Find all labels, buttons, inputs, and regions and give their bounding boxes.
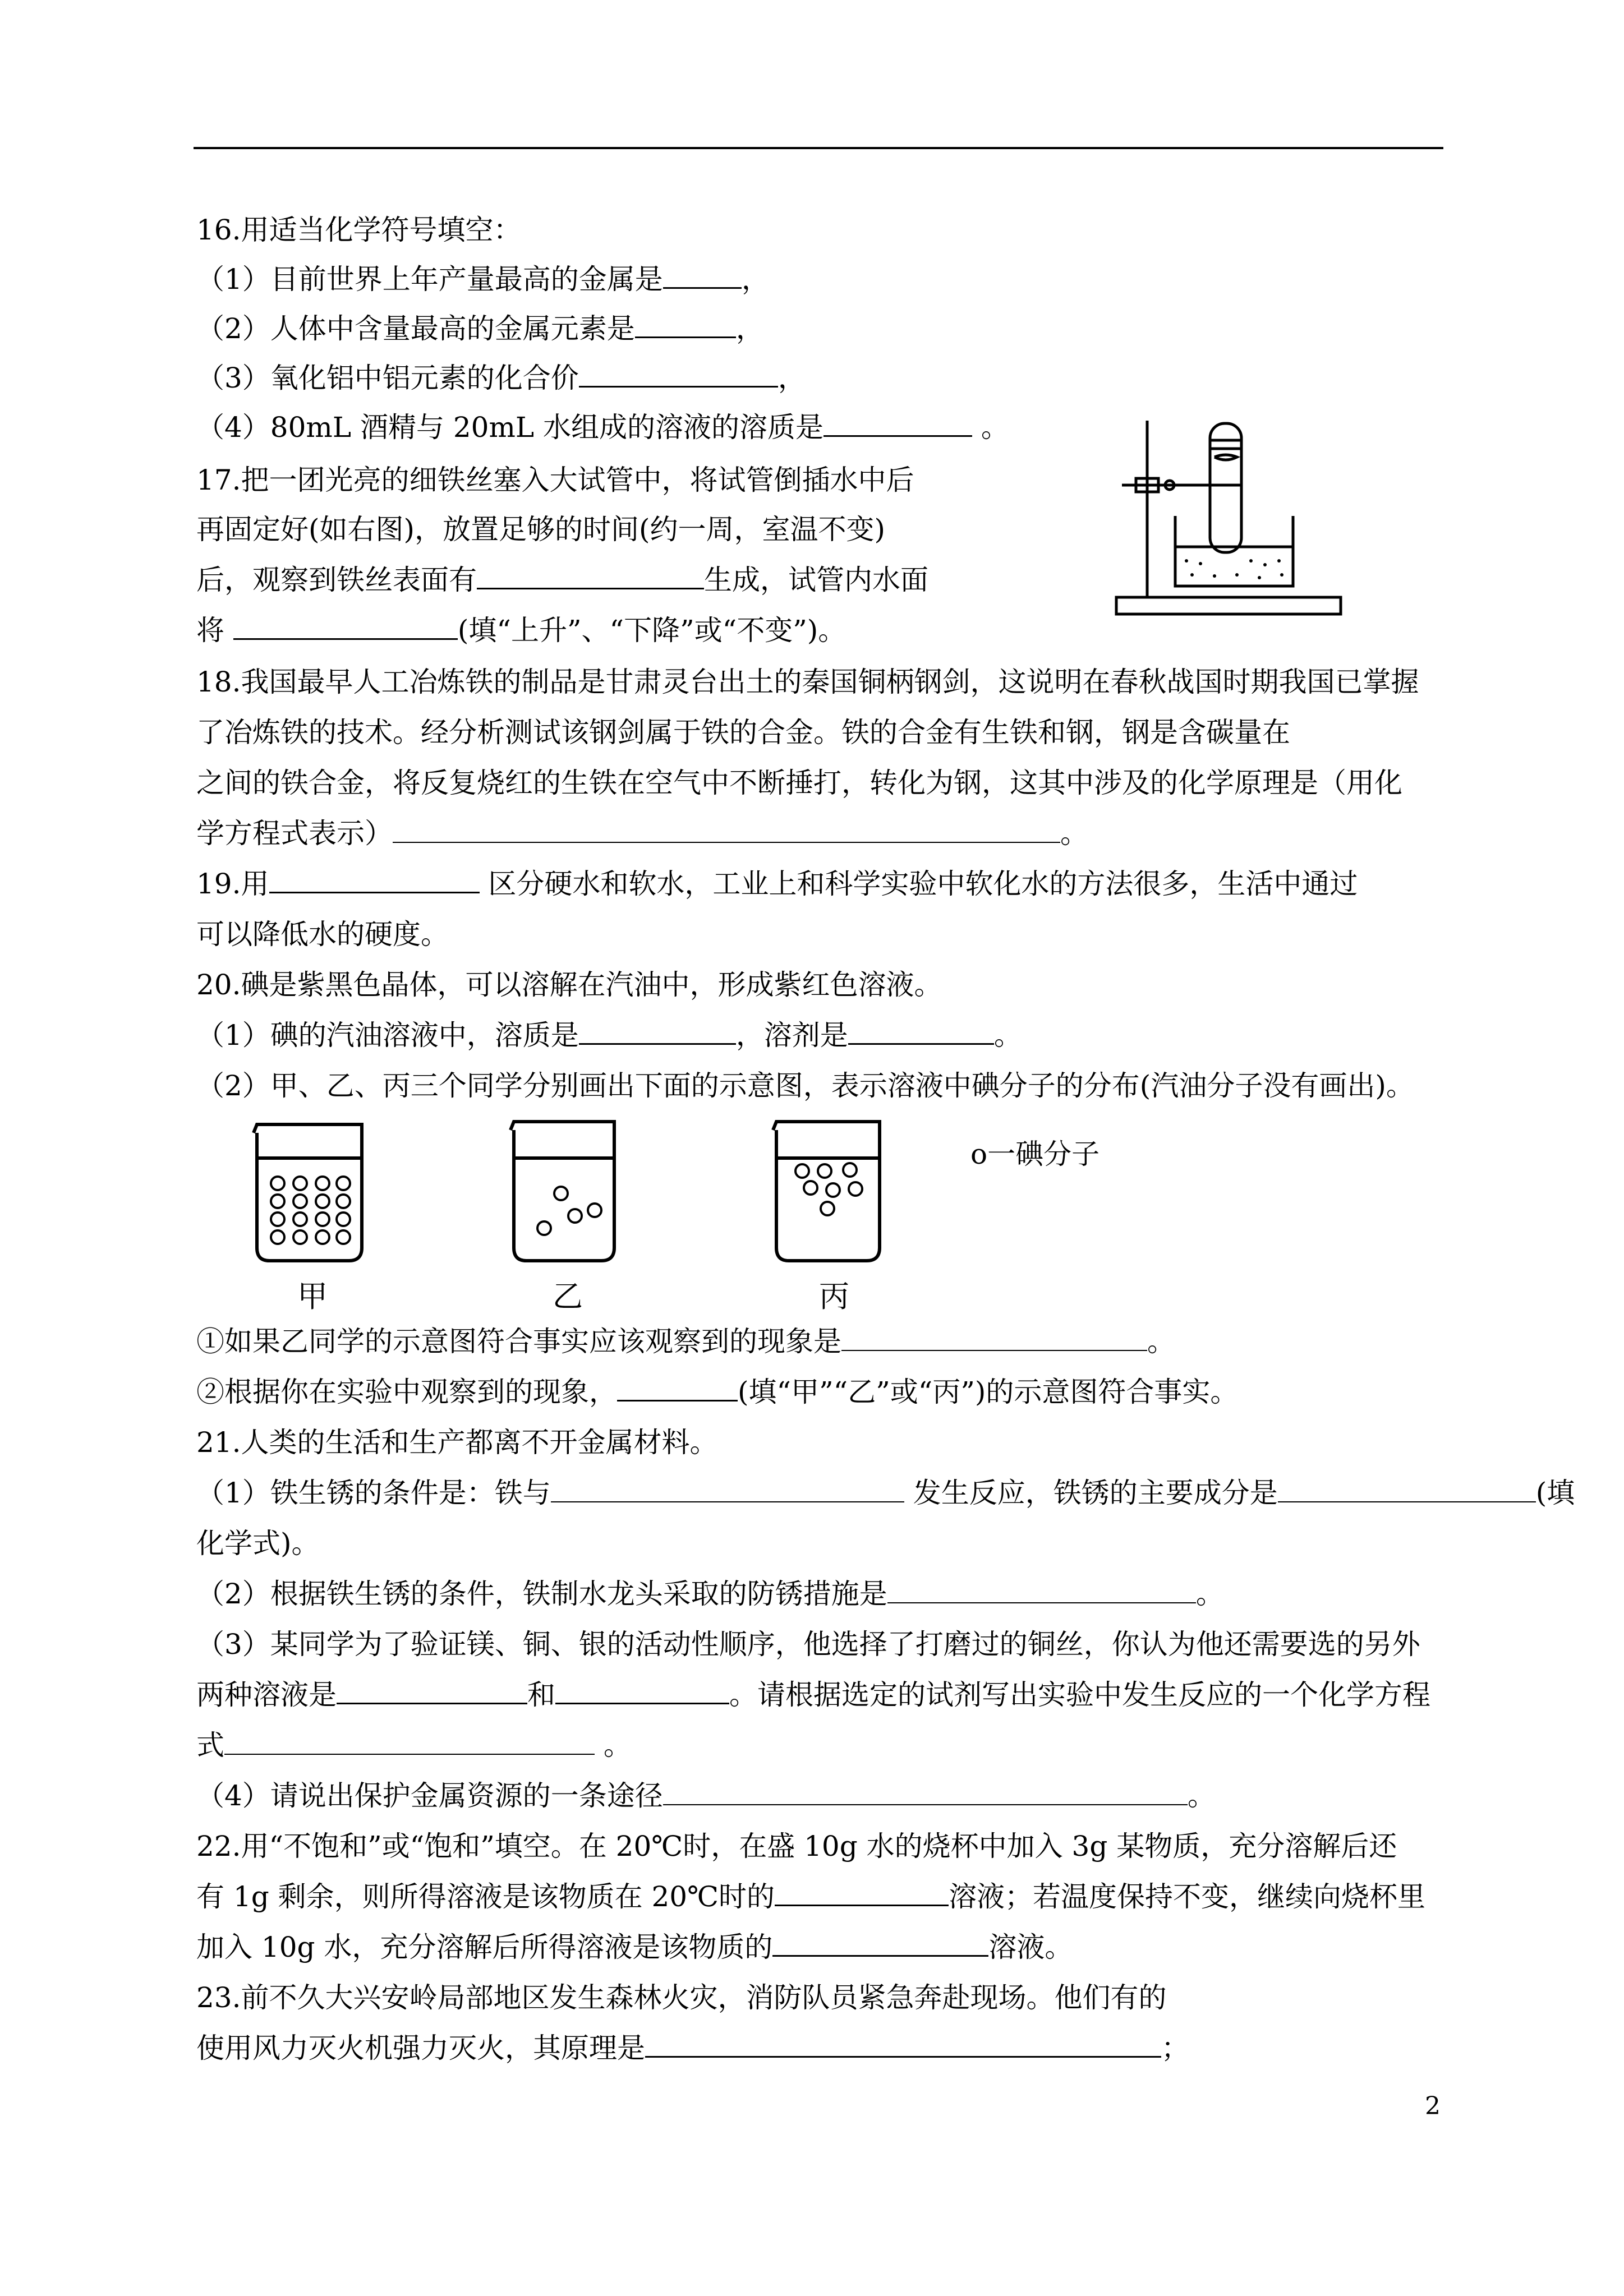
answer-blank[interactable]	[579, 361, 778, 388]
q16-item4: （4）80mL 酒精与 20mL 水组成的溶液的溶质是 。	[196, 411, 1009, 444]
q18-line1: 18.我国最早人工冶炼铁的制品是甘肃灵台出土的秦国铜柄钢剑，这说明在春秋战国时期我国已掌握	[196, 666, 1419, 698]
answer-blank[interactable]	[477, 563, 704, 589]
answer-blank[interactable]	[887, 1578, 1196, 1603]
answer-blank[interactable]	[617, 1375, 738, 1401]
answer-blank[interactable]	[848, 1018, 994, 1045]
answer-blank[interactable]	[1278, 1477, 1536, 1502]
header-rule	[194, 147, 1443, 149]
answer-blank[interactable]	[224, 1729, 595, 1755]
q16-item3: （3）氧化铝中铝元素的化合价 ，	[196, 362, 806, 394]
beaker-label-bing: 丙	[819, 1279, 849, 1314]
q16-title: 16.用适当化学符号填空：	[196, 214, 522, 246]
q21-item1-line2: 化学式)。	[196, 1527, 320, 1560]
answer-blank[interactable]	[393, 817, 1060, 843]
q18-line4: 学方程式表示） 。	[196, 817, 1088, 850]
answer-blank[interactable]	[841, 1325, 1147, 1351]
iron-stand-apparatus-figure	[1114, 418, 1349, 620]
q17-line4: 将 (填“上升”、“下降”或“不变”)。	[196, 614, 846, 647]
q22-line3: 加入 10g 水，充分溶解后所得溶液是该物质的 溶液。	[196, 1931, 1073, 1963]
answer-blank[interactable]	[775, 1880, 949, 1906]
q22-line2: 有 1g 剩余，则所得溶液是该物质在 20℃时的 溶液；若温度保持不变，继续向烧杯里	[196, 1880, 1426, 1913]
q17-line2: 再固定好(如右图)，放置足够的时间(约一周，室温不变)	[196, 513, 886, 546]
q19-line1: 19.用 区分硬水和软水，工业上和科学实验中软化水的方法很多，生活中通过	[196, 868, 1358, 900]
q21-item3-line2: 两种溶液是 和 。请根据选定的试剂写出实验中发生反应的一个化学方程	[196, 1679, 1430, 1711]
answer-blank[interactable]	[555, 1678, 729, 1704]
answer-blank[interactable]	[233, 614, 458, 640]
q16-item1: （1）目前世界上年产量最高的金属是 ，	[196, 263, 770, 296]
answer-blank[interactable]	[645, 2031, 1161, 2058]
q21-item2: （2）根据铁生锈的条件，铁制水龙头采取的防锈措施是 。	[196, 1578, 1224, 1610]
q21-item3-line1: （3）某同学为了验证镁、铜、银的活动性顺序，他选择了打磨过的铜丝，你认为他还需要选的另外	[196, 1628, 1420, 1661]
page-number: 2	[1425, 2092, 1441, 2120]
q17-line1: 17.把一团光亮的细铁丝塞入大试管中，将试管倒插水中后	[196, 464, 914, 496]
answer-blank[interactable]	[823, 411, 972, 437]
answer-blank[interactable]	[635, 312, 736, 338]
q18-line3: 之间的铁合金，将反复烧红的生铁在空气中不断捶打，转化为钢，这其中涉及的化学原理是（用化	[196, 767, 1402, 799]
answer-blank[interactable]	[551, 1477, 904, 1502]
q21-item1: （1）铁生锈的条件是：铁与 发生反应，铁锈的主要成分是 (填	[196, 1477, 1575, 1509]
q20-sub2: ②根据你在实验中观察到的现象， (填“甲”“乙”或“丙”)的示意图符合事实。	[196, 1376, 1239, 1408]
beaker-label-jia: 甲	[297, 1279, 328, 1314]
answer-blank[interactable]	[663, 1779, 1188, 1805]
answer-blank[interactable]	[663, 262, 742, 289]
q23-line1: 23.前不久大兴安岭局部地区发生森林火灾，消防队员紧急奔赴现场。他们有的	[196, 1981, 1167, 2014]
q21-title: 21.人类的生活和生产都离不开金属材料。	[196, 1426, 718, 1459]
answer-blank[interactable]	[772, 1930, 988, 1957]
q20-item1: （1）碘的汽油溶液中，溶质是 ，溶剂是 。	[196, 1019, 1022, 1052]
q18-line2: 了冶炼铁的技术。经分析测试该钢剑属于铁的合金。铁的合金有生铁和钢，钢是含碳量在	[196, 716, 1290, 749]
q20-sub1: ①如果乙同学的示意图符合事实应该观察到的现象是 。	[196, 1325, 1175, 1358]
answer-blank[interactable]	[269, 867, 480, 893]
q21-item4: （4）请说出保护金属资源的一条途径 。	[196, 1779, 1216, 1812]
q16-item2: （2）人体中含量最高的金属元素是 ，	[196, 312, 764, 345]
q20-title: 20.碘是紫黑色晶体，可以溶解在汽油中，形成紫红色溶液。	[196, 969, 942, 1001]
answer-blank[interactable]	[337, 1678, 527, 1704]
beaker-label-yi: 乙	[553, 1279, 583, 1314]
q19-line2: 可以降低水的硬度。	[196, 918, 449, 951]
q23-line2: 使用风力灭火机强力灭火，其原理是 ；	[196, 2032, 1189, 2064]
iodine-molecule-legend: o一碘分子	[970, 1138, 1100, 1170]
q17-line3: 后，观察到铁丝表面有 生成，试管内水面	[196, 564, 928, 596]
q21-item3-line3: 式 。	[196, 1729, 632, 1762]
q22-line1: 22.用“不饱和”或“饱和”填空。在 20℃时，在盛 10g 水的烧杯中加入 3g 某物质，充分溶解后还	[196, 1830, 1397, 1862]
answer-blank[interactable]	[579, 1018, 736, 1045]
q20-item2: （2）甲、乙、丙三个同学分别画出下面的示意图，表示溶液中碘分子的分布(汽油分子没有画出)。	[196, 1069, 1414, 1102]
iodine-beakers-figure	[247, 1116, 1144, 1318]
